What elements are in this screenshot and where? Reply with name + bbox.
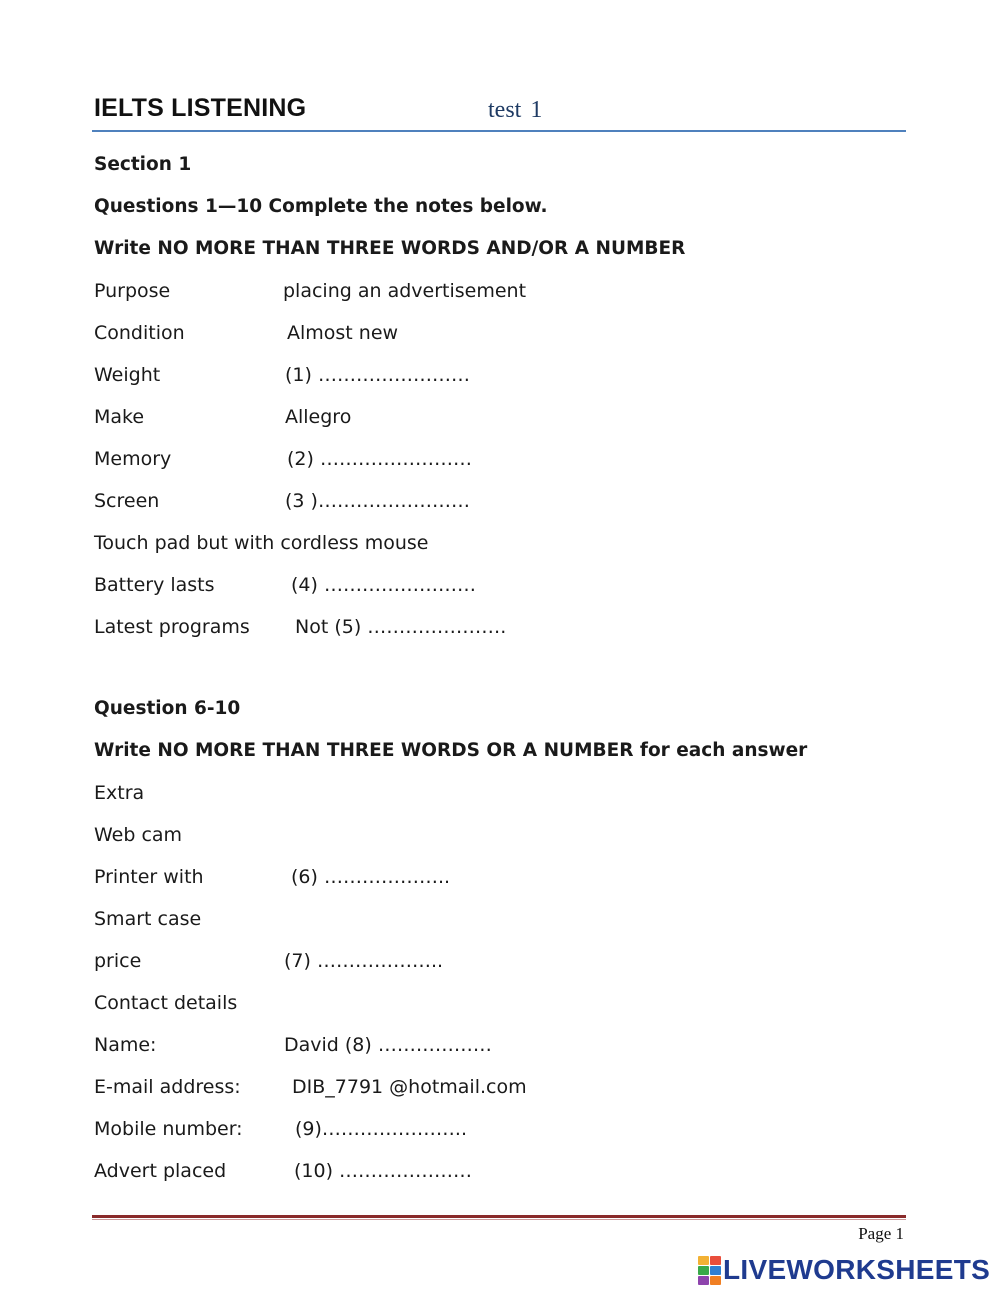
note-value: Allegro [285, 406, 352, 428]
instruction-2: Write NO MORE THAN THREE WORDS OR A NUMBER for each answer [94, 740, 808, 761]
answer-blank-5[interactable]: Not (5) …………………. [295, 616, 507, 638]
page-number: Page 1 [858, 1224, 904, 1243]
note-label: Mobile number: [94, 1118, 243, 1140]
note-label: price [94, 950, 142, 972]
note-label: Contact details [94, 992, 238, 1014]
questions-heading: Questions 1—10 Complete the notes below. [94, 196, 548, 217]
note-label: Battery lasts [94, 574, 215, 596]
logo-text: LIVEWORKSHEETS [723, 1254, 991, 1285]
note-label: Memory [94, 448, 172, 470]
note-label: Web cam [94, 824, 183, 846]
note-label: Weight [94, 364, 161, 386]
liveworksheets-logo[interactable] [698, 1254, 990, 1286]
note-value: placing an advertisement [283, 280, 527, 302]
answer-blank-2[interactable]: (2) …………………… [287, 448, 472, 470]
header-rule [92, 130, 906, 132]
note-label: Advert placed [94, 1160, 227, 1182]
note-label: Smart case [94, 908, 202, 930]
answer-blank-4[interactable]: (4) …………………… [291, 574, 476, 596]
answer-blank-6[interactable]: (6) ……………….. [291, 866, 451, 888]
note-label: Make [94, 406, 145, 428]
answer-blank-8[interactable]: David (8) ……………… [284, 1034, 492, 1056]
note-value: Almost new [287, 322, 399, 344]
answer-blank-10[interactable]: (10) ………………… [294, 1160, 473, 1182]
note-label: Screen [94, 490, 160, 512]
page-title: IELTS LISTENING [94, 94, 307, 122]
note-label: E-mail address: [94, 1076, 241, 1098]
answer-blank-3[interactable]: (3 )…………………… [285, 490, 470, 512]
note-label: Name: [94, 1034, 157, 1056]
note-label: Purpose [94, 280, 171, 302]
note-label: Printer with [94, 866, 204, 888]
note-label: Extra [94, 782, 145, 804]
logo-mark-icon [698, 1256, 720, 1284]
note-label: Latest programs [94, 616, 250, 638]
footer-rule-light [92, 1219, 906, 1220]
answer-blank-9[interactable]: (9)………………….. [295, 1118, 467, 1140]
note-value: DIB_7791 @hotmail.com [292, 1076, 527, 1098]
answer-blank-1[interactable]: (1) …………………… [285, 364, 470, 386]
section-heading: Section 1 [94, 154, 192, 175]
note-label: Touch pad but with cordless mouse [94, 532, 429, 554]
page-subtitle: test 1 [488, 97, 543, 123]
footer-rule [92, 1215, 906, 1218]
answer-blank-7[interactable]: (7) ……………….. [284, 950, 444, 972]
question-6-10-heading: Question 6-10 [94, 698, 241, 719]
note-label: Condition [94, 322, 185, 344]
instruction-1: Write NO MORE THAN THREE WORDS AND/OR A NUMBER [94, 238, 686, 259]
